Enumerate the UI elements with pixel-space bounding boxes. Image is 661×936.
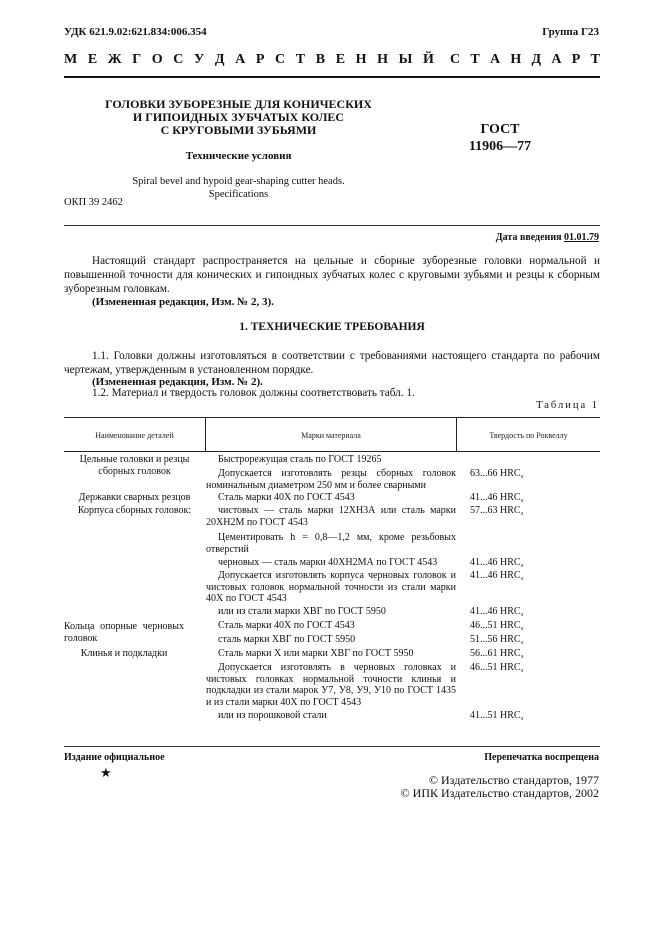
hardness-scale-sub: э xyxy=(520,654,524,660)
part-name: Цельные головки и резцы сборных головок xyxy=(79,454,190,477)
english-title-line-2: Specifications xyxy=(208,189,269,200)
effective-date xyxy=(496,232,599,243)
hardness-scale-sub: э xyxy=(520,576,524,582)
title-line-2: И ГИПОИДНЫХ ЗУБЧАТЫХ КОЛЕС xyxy=(132,110,345,124)
material-cell: или из стали марки ХВГ по ГОСТ 5950 xyxy=(218,606,386,617)
hardness-value: 41...46 HRC xyxy=(470,606,521,617)
hardness-value: 51...56 HRC xyxy=(470,634,521,645)
banner-letter: Н xyxy=(355,52,367,67)
banner-letter: Е xyxy=(335,52,346,67)
copyright-2002: © ИПК Издательство стандартов, 2002 xyxy=(400,786,599,800)
banner-letter: Н xyxy=(510,52,522,67)
gost-label: ГОСТ xyxy=(480,122,520,137)
material-cell: Сталь марки Х или марки ХВГ по ГОСТ 5950 xyxy=(218,648,414,659)
clause-1-2: 1.2. Материал и твердость головок должны соответствовать табл. 1. xyxy=(92,387,415,399)
material-cell: Допускается изготовлять в черновых головках и чистовых головках нормальной точности клинья и подкладки из стали марок У7, У8, У9, У10 по ГОСТ 1435 и из стали марки 40Х по ГОСТ 4543 xyxy=(206,662,456,708)
material-cell: черновых — сталь марки 40ХН2МА по ГОСТ 4543 xyxy=(218,557,438,568)
hardness-scale-sub: э xyxy=(520,474,524,480)
banner-letter: А xyxy=(489,52,501,67)
hardness-cell xyxy=(470,710,523,726)
title-line-1: ГОЛОВКИ ЗУБОРЕЗНЫЕ ДЛЯ КОНИЧЕСКИХ xyxy=(105,97,372,111)
banner-letter: Й xyxy=(423,52,434,67)
hardness-value: 57...63 HRC xyxy=(470,505,521,516)
table-header-part: Наименование деталей xyxy=(95,431,174,440)
hardness-scale-sub: э xyxy=(520,563,524,569)
material-cell: чистовых — сталь марки 12ХН3А или сталь марки 20ХН2М по ГОСТ 4543 xyxy=(206,505,456,528)
english-title-line-1: Spiral bevel and hypoid gear-shaping cutter heads. xyxy=(132,176,345,187)
section-heading: 1. ТЕХНИЧЕСКИЕ ТРЕБОВАНИЯ xyxy=(239,321,425,333)
banner-letter: Ж xyxy=(107,52,122,67)
header-rule xyxy=(64,76,600,78)
banner-letter: Е xyxy=(87,52,98,67)
hardness-scale-sub: э xyxy=(520,716,524,722)
udk-code: УДК 621.9.02:621.834:006.354 xyxy=(64,26,207,38)
table-header-hardness: Твердость по Роквеллу xyxy=(489,431,568,440)
material-cell: Сталь марки 40Х по ГОСТ 4543 xyxy=(218,492,355,503)
banner-letter: Д xyxy=(531,52,542,67)
banner-word-interstate xyxy=(64,52,434,68)
title-line-3: С КРУГОВЫМИ ЗУБЬЯМИ xyxy=(160,123,317,137)
reprint-notice: Перепечатка воспрещена xyxy=(484,752,599,763)
banner-letter: С xyxy=(173,52,184,67)
hardness-cell xyxy=(470,570,523,586)
hardness-cell xyxy=(470,662,523,678)
banner-letter: Р xyxy=(571,52,581,67)
title-rule xyxy=(64,225,600,226)
materials-table xyxy=(64,417,600,731)
hardness-value: 46...51 HRC xyxy=(470,620,521,631)
banner-letter: Т xyxy=(590,52,600,67)
hardness-value: 41...46 HRC xyxy=(470,570,521,581)
banner-letter: А xyxy=(551,52,562,67)
material-cell: Быстрорежущая сталь по ГОСТ 19265 xyxy=(218,454,382,465)
star-icon: ★ xyxy=(100,765,112,780)
official-edition: Издание официальное xyxy=(64,752,165,763)
effective-date-label: Дата введения xyxy=(495,232,562,243)
banner-letter: С xyxy=(450,52,461,67)
banner-letter: Н xyxy=(377,52,389,67)
copyright-1977: © Издательство стандартов, 1977 xyxy=(428,773,599,787)
banner-letter: А xyxy=(235,52,246,67)
material-cell: сталь марки ХВГ по ГОСТ 5950 xyxy=(218,634,356,645)
banner-letter: О xyxy=(151,52,163,67)
okp-code: ОКП 39 2462 xyxy=(64,197,123,208)
material-cell: Сталь марки 40Х по ГОСТ 4543 xyxy=(218,620,355,631)
part-name: Корпуса сборных головок: xyxy=(77,505,192,516)
gost-number: 11906—77 xyxy=(468,139,532,154)
clause-1-1: 1.1. Головки должны изготовляться в соответствии с требованиями настоящего стандарта по рабочим чертежам, утвержденным в установленном порядке. xyxy=(64,350,600,376)
clause-1-1-edition-note: (Измененная редакция, Изм. № 2). xyxy=(92,376,263,388)
hardness-scale-sub: э xyxy=(520,498,524,504)
banner-word-standard xyxy=(450,52,600,68)
banner-letter: В xyxy=(315,52,326,67)
banner-letter: Д xyxy=(214,52,225,67)
part-name: Державки сварных резцов xyxy=(78,492,191,503)
gost-designation xyxy=(452,121,548,155)
hardness-scale-sub: э xyxy=(520,511,524,517)
hardness-value: 41...46 HRC xyxy=(470,492,521,503)
table-header-material: Марки материала xyxy=(301,431,361,440)
scope-edition-note: (Измененная редакция, Изм. № 2, 3). xyxy=(92,296,274,308)
banner-letter: Г xyxy=(132,52,142,67)
footer-rule xyxy=(64,746,600,747)
hardness-scale-sub: э xyxy=(520,626,524,632)
hardness-value: 41...46 HRC xyxy=(470,557,521,568)
hardness-value: 41...51 HRC xyxy=(470,710,521,721)
banner-letter: Т xyxy=(470,52,480,67)
hardness-value: 46...51 HRC xyxy=(470,662,521,673)
material-cell: Допускается изготовлять резцы сборных головок номинальным диаметром 250 мм и более сварными xyxy=(206,468,456,491)
hardness-value: 63...66 HRC xyxy=(470,468,521,479)
standard-banner xyxy=(64,52,600,68)
material-cell: или из порошковой стали xyxy=(218,710,327,721)
hardness-scale-sub: э xyxy=(520,668,524,674)
hardness-scale-sub: э xyxy=(520,612,524,618)
hardness-cell xyxy=(470,468,523,484)
table-header-rule xyxy=(64,451,600,452)
hardness-cell xyxy=(470,505,523,521)
part-name: Клинья и подкладки xyxy=(80,648,168,659)
banner-letter: У xyxy=(194,52,205,67)
banner-letter: Ы xyxy=(398,52,413,67)
banner-letter: Т xyxy=(295,52,306,67)
table-top-rule xyxy=(64,417,600,418)
part-name: Кольца опорные черновых головок xyxy=(64,621,184,644)
table-label: Таблица 1 xyxy=(536,400,599,411)
banner-letter: С xyxy=(275,52,286,67)
document-subtitle: Технические условия xyxy=(185,150,292,162)
material-cell: Допускается изготовлять корпуса черновых головок и чистовых головок нормальной точности из стали марки 40Х по ГОСТ 4543 xyxy=(206,570,456,604)
hardness-scale-sub: э xyxy=(520,640,524,646)
effective-date-value: 01.01.79 xyxy=(564,232,599,243)
hardness-value: 56...61 HRC xyxy=(470,648,521,659)
document-title xyxy=(96,98,381,137)
scope-paragraph: Настоящий стандарт распространяется на цельные и сборные зуборезные головки нормальной и повышенной точности для конических и гипоидных зубчатых колес с круговыми зубьями и резцы к сборным зуборезным головкам. xyxy=(64,255,600,295)
english-title xyxy=(96,175,381,201)
banner-letter: М xyxy=(64,52,78,67)
banner-letter: Р xyxy=(255,52,265,67)
material-cell: Цементировать h = 0,8—1,2 мм, кроме резьбовых отверстий xyxy=(206,532,456,555)
group-code: Группа Г23 xyxy=(542,26,599,38)
